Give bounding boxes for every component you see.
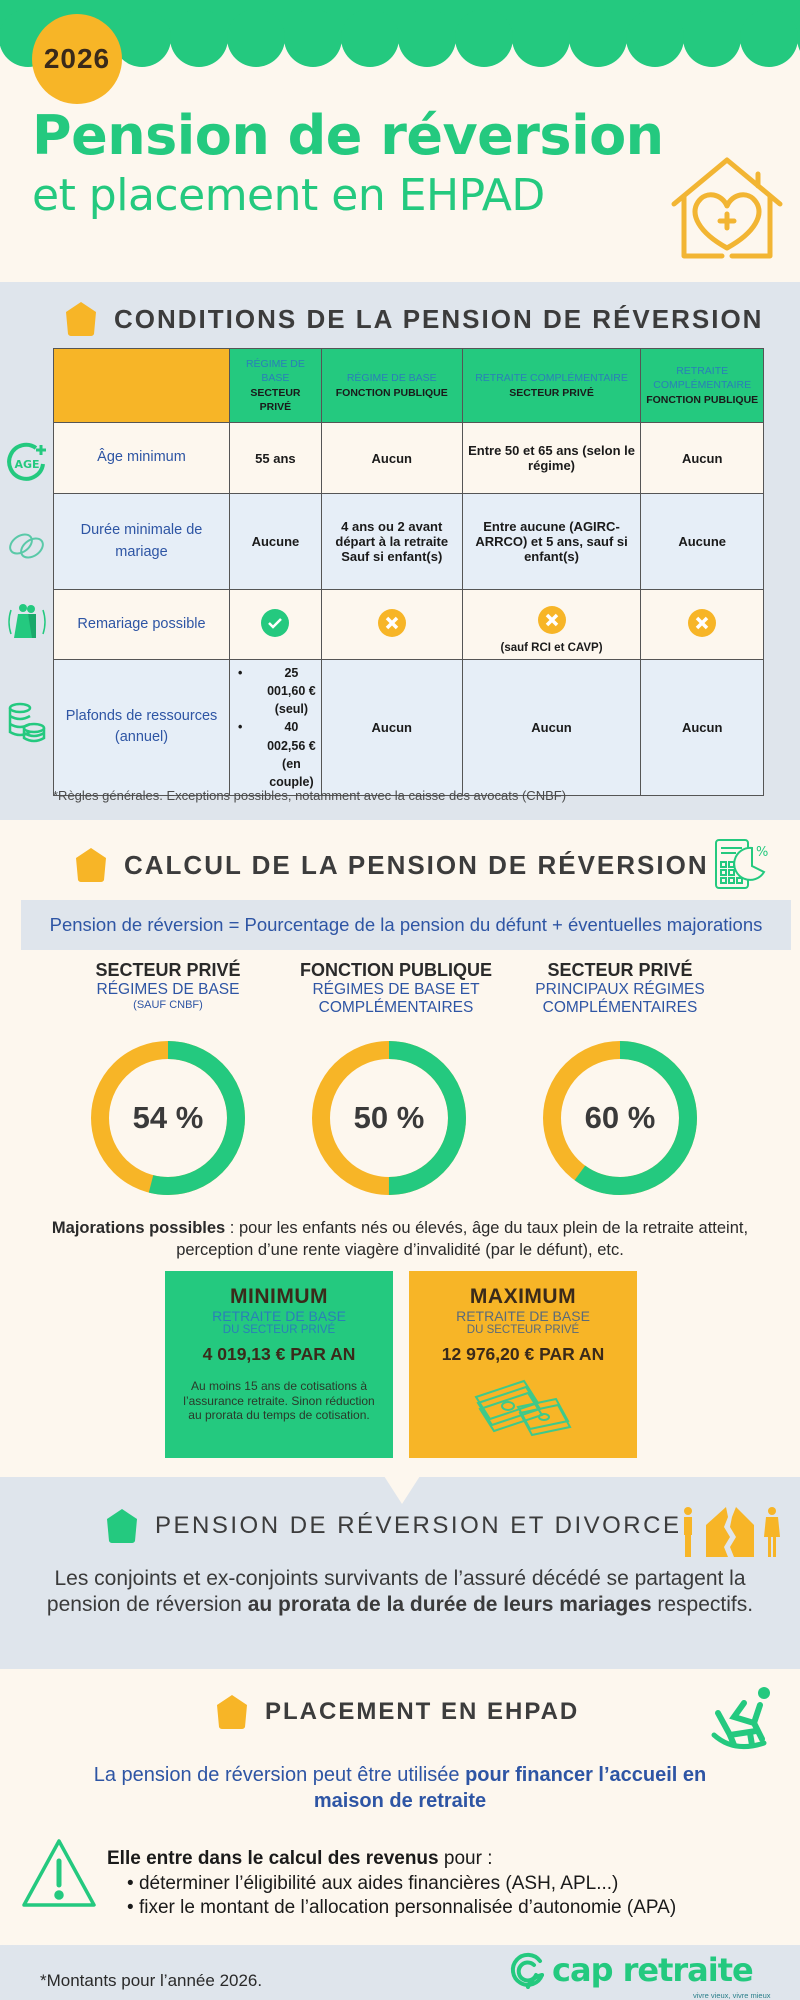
svg-text:%: % xyxy=(756,845,769,860)
table-row xyxy=(54,423,764,494)
table-cell: Aucune xyxy=(230,494,322,590)
table-corner-cell xyxy=(54,349,230,423)
conditions-footnote: *Règles générales. Exceptions possibles, notamment avec la caisse des avocats (CNBF) xyxy=(53,788,567,803)
section-notch xyxy=(384,1476,420,1504)
formula-banner: Pension de réversion = Pourcentage de la pension du défunt + éventuelles majorations xyxy=(21,900,791,950)
logo-tagline: vivre vieux, vivre mieux xyxy=(693,1991,771,2000)
cap-retraite-logo-icon xyxy=(508,1951,546,1989)
rate-column-header: SECTEUR PRIVÉ PRINCIPAUX RÉGIMES COMPLÉMENTAIRES xyxy=(535,960,705,1016)
row-label: Durée minimale de mariage xyxy=(54,494,230,590)
conditions-section xyxy=(0,282,800,820)
majorations-text: Majorations possibles : pour les enfants nés ou élevés, âge du taux plein de la retraite atteint, perception d’une rente viagère d’invalidité (par le défunt), etc. xyxy=(51,1219,749,1260)
table-cell xyxy=(230,590,322,660)
column-header: RÉGIME DE BASE SECTEUR PRIVÉ xyxy=(230,349,322,423)
ehpad-heading xyxy=(215,1693,579,1731)
cross-icon xyxy=(537,605,567,635)
table-header-row xyxy=(54,349,764,423)
plafonds-list xyxy=(234,664,317,791)
revenus-list xyxy=(107,1872,676,1921)
calcul-title: CALCUL DE LA PENSION DE RÉVERSION xyxy=(124,849,709,880)
donut-chart-60 xyxy=(540,1038,700,1198)
divorce-title: PENSION DE RÉVERSION ET DIVORCE xyxy=(155,1512,682,1539)
calcul-heading xyxy=(74,846,709,884)
table-cell: Aucune xyxy=(641,494,764,590)
table-row xyxy=(54,590,764,660)
ehpad-title: PLACEMENT EN EHPAD xyxy=(265,1698,580,1725)
page-title: Pension de réversion xyxy=(32,104,664,167)
warning-triangle-icon xyxy=(20,1837,98,1909)
table-cell: 4 ans ou 2 avant départ à la retraite Sauf si enfant(s) xyxy=(321,494,462,590)
married-couple-icon xyxy=(6,600,48,642)
donut-percent: 60 % xyxy=(584,1100,656,1135)
row-label: Âge minimum xyxy=(54,423,230,494)
column-header: RÉGIME DE BASE FONCTION PUBLIQUE xyxy=(321,349,462,423)
pentagon-bullet-icon xyxy=(64,300,98,338)
revenus-warning: Elle entre dans le calcul des revenus pour : • déterminer l’éligibilité aux aides financières (ASH, APL...) • fixer le montant de l’allocation personnalisée d’autonomie (APA) xyxy=(107,1847,676,1921)
plafond-item: • 25 001,60 € (seul) xyxy=(238,664,317,718)
minimum-box: MINIMUM RETRAITE DE BASE DU SECTEUR PRIVÉ 4 019,13 € PAR AN Au moins 15 ans de cotisations à l’assurance retraite. Sinon réduction au prorata du temps de cotisation. xyxy=(165,1271,393,1458)
calculator-percent-icon xyxy=(712,836,770,894)
table-cell xyxy=(321,590,462,660)
check-icon xyxy=(260,608,290,638)
pentagon-bullet-icon xyxy=(105,1507,139,1545)
donut-percent: 50 % xyxy=(353,1100,425,1135)
cross-icon xyxy=(377,608,407,638)
minimum-note: Au moins 15 ans de cotisations à l’assurance retraite. Sinon réduction au prorata du temps de cotisation. xyxy=(183,1379,375,1423)
ehpad-text: La pension de réversion peut être utilisée pour financer l’accueil en maison de retraite xyxy=(93,1764,707,1812)
table-cell: 55 ans xyxy=(230,423,322,494)
divorce-section xyxy=(0,1477,800,1669)
list-item: • fixer le montant de l’allocation personnalisée d’autonomie (APA) xyxy=(127,1896,676,1921)
footer-note: *Montants pour l’année 2026. xyxy=(40,1971,263,1990)
money-bills-icon xyxy=(468,1373,578,1445)
table-cell: Aucun xyxy=(321,423,462,494)
header xyxy=(0,0,800,280)
divorce-broken-house-icon xyxy=(680,1505,780,1559)
conditions-table xyxy=(53,348,764,796)
plafond-item: • 40 002,56 € (en couple) xyxy=(238,718,317,791)
table-cell xyxy=(230,660,322,796)
table-row xyxy=(54,494,764,590)
rate-column-header: SECTEUR PRIVÉ RÉGIMES DE BASE (SAUF CNBF) xyxy=(95,960,241,1011)
table-cell xyxy=(462,590,641,660)
footer xyxy=(0,1945,800,2000)
minimum-amount: 4 019,13 € PAR AN xyxy=(202,1344,356,1365)
wedding-rings-icon xyxy=(6,522,48,564)
coins-stack-icon xyxy=(6,702,48,744)
conditions-title: CONDITIONS DE LA PENSION DE RÉVERSION xyxy=(114,303,764,334)
table-row xyxy=(54,660,764,796)
list-item: • déterminer l’éligibilité aux aides financières (ASH, APL...) xyxy=(127,1872,676,1897)
logo-text: cap retraite xyxy=(552,1951,753,1989)
donut-chart-54 xyxy=(88,1038,248,1198)
table-cell: Aucun xyxy=(641,660,764,796)
row-label: Remariage possible xyxy=(54,590,230,660)
table-cell: Aucun xyxy=(641,423,764,494)
pentagon-bullet-icon xyxy=(215,1693,249,1731)
row-label: Plafonds de ressources (annuel) xyxy=(54,660,230,796)
maximum-amount: 12 976,20 € PAR AN xyxy=(441,1344,605,1365)
conditions-heading xyxy=(64,300,763,338)
cap-retraite-logo[interactable] xyxy=(508,1951,771,2000)
minimum-title: MINIMUM xyxy=(230,1285,328,1308)
table-cell xyxy=(641,590,764,660)
column-header: RETRAITE COMPLÉMENTAIRE FONCTION PUBLIQUE xyxy=(641,349,764,423)
age-plus-icon xyxy=(6,442,48,484)
cross-icon xyxy=(687,608,717,638)
cell-note: (sauf RCI et CAVP) xyxy=(500,642,603,654)
calcul-section xyxy=(0,820,800,1477)
house-heart-icon xyxy=(668,152,786,262)
divorce-heading xyxy=(105,1507,681,1545)
page-subtitle: et placement en EHPAD xyxy=(32,170,545,221)
donut-percent: 54 % xyxy=(132,1100,204,1135)
maximum-box: MAXIMUM RETRAITE DE BASE DU SECTEUR PRIVÉ 12 976,20 € PAR AN xyxy=(409,1271,637,1458)
table-cell: Entre 50 et 65 ans (selon le régime) xyxy=(462,423,641,494)
year-badge: 2026 xyxy=(32,14,122,104)
table-cell: Entre aucune (AGIRC-ARRCO) et 5 ans, sauf si enfant(s) xyxy=(462,494,641,590)
ehpad-section xyxy=(0,1669,800,1945)
rocking-chair-person-icon xyxy=(704,1683,776,1755)
pentagon-bullet-icon xyxy=(74,846,108,884)
donut-chart-50 xyxy=(309,1038,469,1198)
table-cell: Aucun xyxy=(462,660,641,796)
svg-text:AGE: AGE xyxy=(14,458,40,471)
table-cell: Aucun xyxy=(321,660,462,796)
rate-column-header: FONCTION PUBLIQUE RÉGIMES DE BASE ET COMPLÉMENTAIRES xyxy=(300,960,492,1016)
maximum-title: MAXIMUM xyxy=(469,1285,577,1308)
divorce-text: Les conjoints et ex-conjoints survivants de l’assuré décédé se partagent la pension de réversion au prorata de la durée de leurs mariages respectifs. xyxy=(46,1567,754,1617)
column-header: RETRAITE COMPLÉMENTAIRE SECTEUR PRIVÉ xyxy=(462,349,641,423)
